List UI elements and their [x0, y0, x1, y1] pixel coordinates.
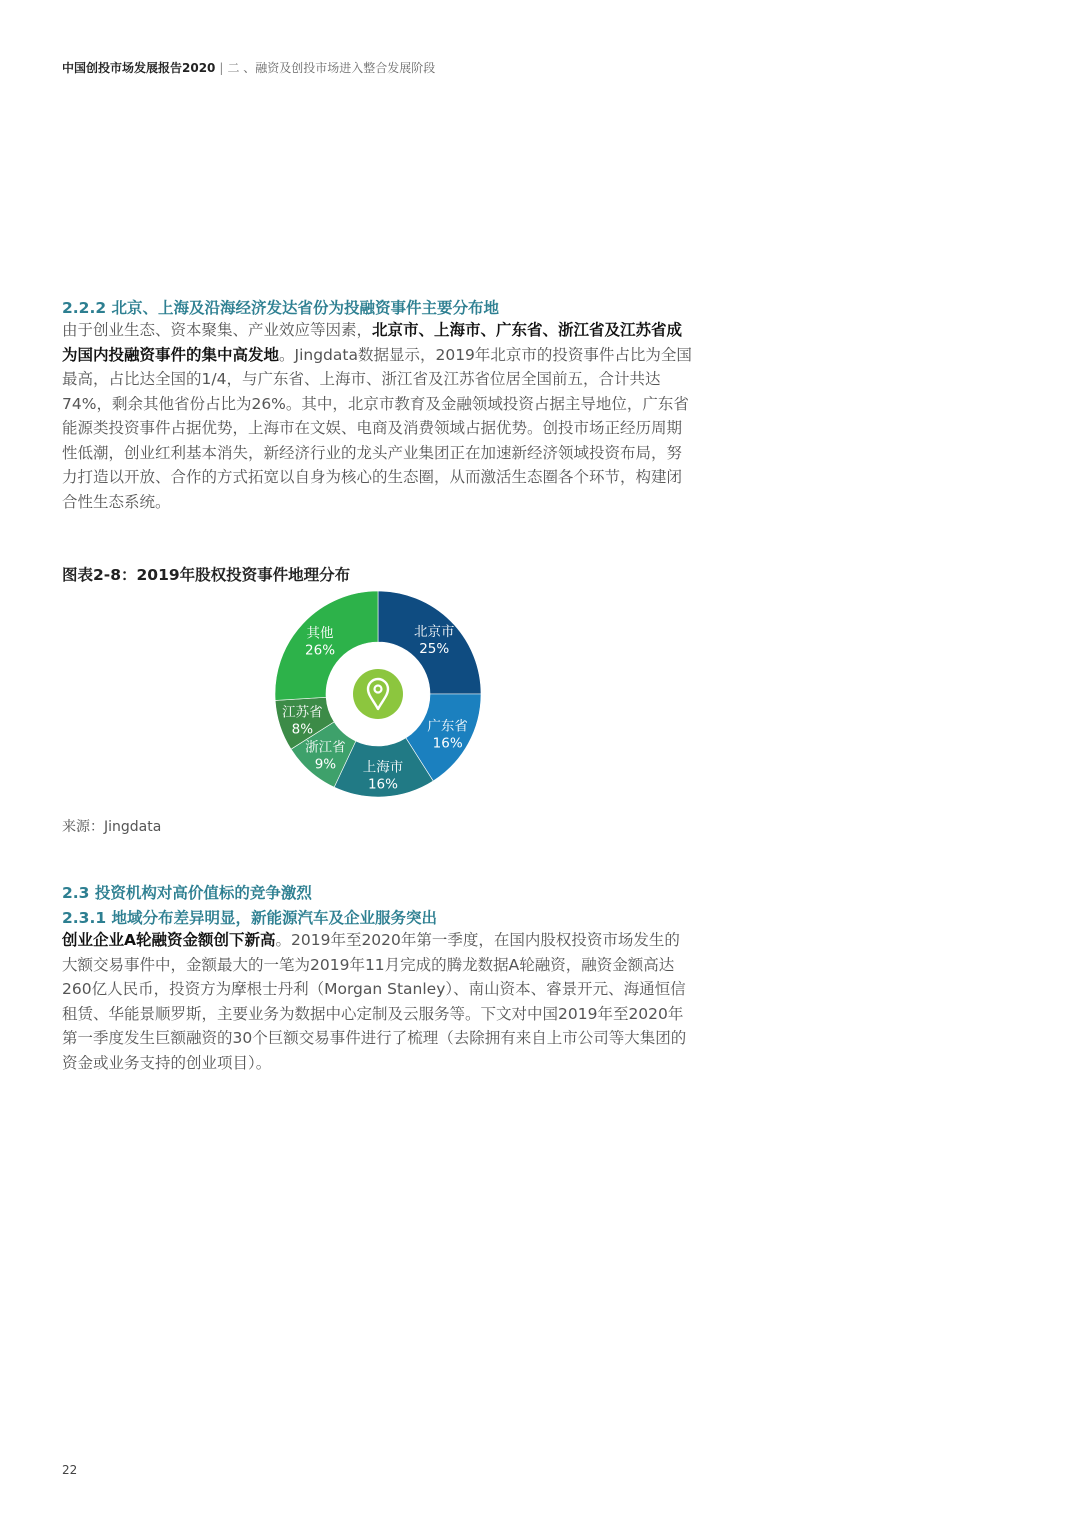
para-text: 。Jingdata数据显示，2019年北京市的投资事件占比为全国最高，占比达全国的1/4，与广东省、上海市、浙江省及江苏省位居全国前五，合计共达74%，剩余其他省份占比为26%。其中，北京市教育及金融领域投资占据主导地位，广东省能源类投资事件占据优势，上海市在文娱、电商及消费领域占据优势。创投市场正经历周期性低潮，创业红利基本消失，新经济行业的龙头产业集团正在加速新经济领域投资布局，努力打造以开放、合作的方式拓宽以自身为核心的生态圈，从而激活生态圈各个环节，构建闭合性生态系统。: [62, 345, 692, 511]
section-231-heading: 2.3.1 地域分布差异明显，新能源汽车及企业服务突出: [62, 909, 438, 927]
donut-chart: [263, 591, 493, 811]
slice-label: 其他: [306, 625, 334, 642]
section-222-heading: 2.2.2 北京、上海及沿海经济发达省份为投融资事件主要分布地: [62, 299, 500, 317]
section-222-paragraph: [62, 318, 692, 514]
header-section: 二 、融资及创投市场进入整合发展阶段: [227, 61, 436, 75]
slice-label: 江苏省: [282, 704, 323, 721]
slice-label: 广东省: [427, 718, 468, 735]
report-title: 中国创投市场发展报告2020: [62, 61, 216, 75]
slice-value-label: 8%: [291, 721, 314, 738]
para-emphasis: 北京市、上海市、广东省、浙江省及江苏省成为国内投融资事件的集中高发地: [62, 321, 683, 364]
slice-label: 上海市: [362, 759, 404, 776]
location-pin-icon: [353, 669, 403, 719]
header-separator: |: [219, 61, 224, 75]
running-header: [62, 59, 435, 76]
slice-value-label: 16%: [367, 776, 398, 793]
slice-value-label: 16%: [432, 735, 463, 752]
location-pin-icon-background: [353, 669, 403, 719]
slice-value-label: 25%: [419, 640, 450, 657]
section-231-paragraph: [62, 928, 692, 1075]
slice-value-label: 9%: [314, 756, 337, 773]
para-text: 由于创业生态、资本聚集、产业效应等因素，: [62, 321, 373, 339]
page-number: 22: [62, 1463, 78, 1477]
figure-source: 来源：Jingdata: [62, 819, 162, 835]
slice-value-label: 26%: [305, 642, 336, 659]
slice-label: 浙江省: [305, 739, 346, 756]
section-23-heading: 2.3 投资机构对高价值标的竞争激烈: [62, 884, 312, 902]
para-text: 。2019年至2020年第一季度，在国内股权投资市场发生的大额交易事件中，金额最大的一笔为2019年11月完成的腾龙数据A轮融资，融资金额高达260亿人民币，投资方为摩根士丹利（Morgan Stanley）、南山资本、睿景开元、海通恒信租赁、华能景顺罗斯，主要业务为数据中心定制及云服务等。下文对中国2019年至2020年第一季度发生巨额融资的30个巨额交易事件进行了梳理（去除拥有来自上市公司等大集团的资金或业务支持的创业项目）。: [62, 931, 687, 1072]
slice-label: 北京市: [413, 623, 455, 640]
para-emphasis: 创业企业A轮融资金额创下新高: [62, 931, 276, 949]
figure-title: 图表2-8：2019年股权投资事件地理分布: [62, 566, 351, 584]
